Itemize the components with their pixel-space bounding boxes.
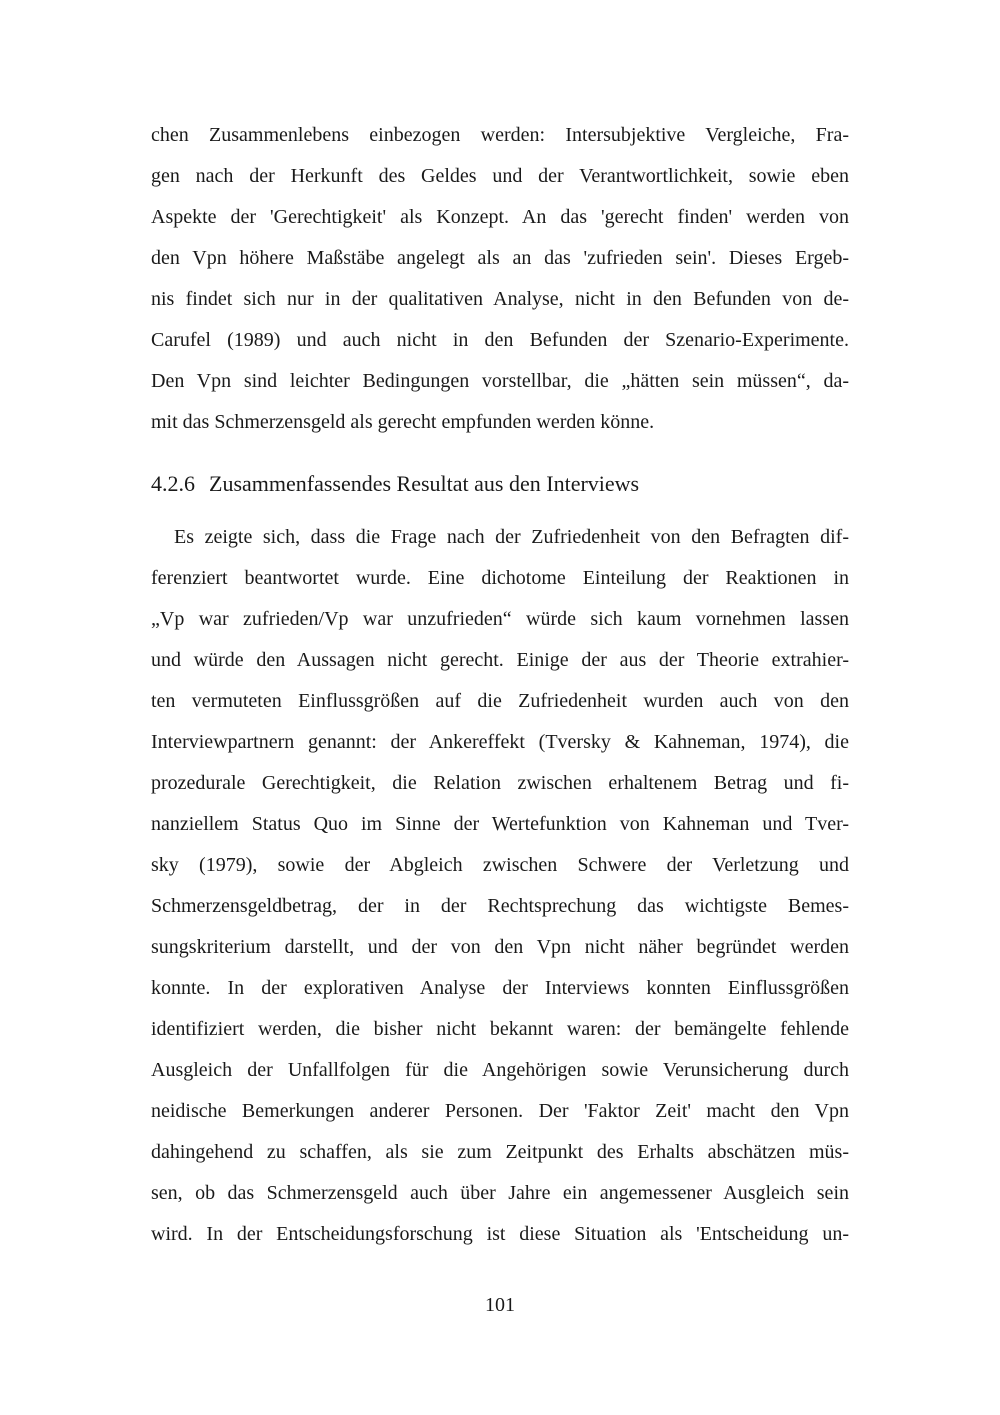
- page-number: 101: [485, 1294, 515, 1316]
- text-line: mit das Schmerzensgeld als gerecht empfunden werden könne.: [151, 411, 655, 433]
- text-line: sen, ob das Schmerzensgeld auch über Jahre ein angemessener Ausgleich sein: [151, 1182, 849, 1204]
- text-line: sungskriterium darstellt, und der von den Vpn nicht näher begründet werden: [151, 936, 849, 958]
- text-line: konnte. In der explorativen Analyse der Interviews konnten Einflussgrößen: [151, 977, 849, 999]
- text-line: sky (1979), sowie der Abgleich zwischen Schwere der Verletzung und: [151, 854, 849, 876]
- text-line: Aspekte der 'Gerechtigkeit' als Konzept. An das 'gerecht finden' werden von: [151, 206, 849, 228]
- text-line: Interviewpartnern genannt: der Ankereffekt (Tversky & Kahneman, 1974), die: [151, 731, 849, 753]
- text-line: Schmerzensgeldbetrag, der in der Rechtsprechung das wichtigste Bemes-: [151, 895, 849, 917]
- text-line: nis findet sich nur in der qualitativen Analyse, nicht in den Befunden von de-: [151, 288, 849, 310]
- section-number: 4.2.6: [151, 471, 195, 496]
- text-line: ferenziert beantwortet wurde. Eine dichotome Einteilung der Reaktionen in: [151, 567, 849, 589]
- text-line: identifiziert werden, die bisher nicht bekannt waren: der bemängelte fehlende: [151, 1018, 849, 1040]
- text-line: Den Vpn sind leichter Bedingungen vorstellbar, die „hätten sein müssen“, da-: [151, 370, 849, 392]
- text-line: „Vp war zufrieden/Vp war unzufrieden“ würde sich kaum vornehmen lassen: [151, 608, 849, 630]
- text-line: den Vpn höhere Maßstäbe angelegt als an das 'zufrieden sein'. Dieses Ergeb-: [151, 247, 849, 269]
- text-line: chen Zusammenlebens einbezogen werden: Intersubjektive Vergleiche, Fra-: [151, 124, 849, 146]
- text-line: ten vermuteten Einflussgrößen auf die Zufriedenheit wurden auch von den: [151, 690, 849, 712]
- text-line: gen nach der Herkunft des Geldes und der Verantwortlichkeit, sowie eben: [151, 165, 849, 187]
- text-line: Ausgleich der Unfallfolgen für die Angehörigen sowie Verunsicherung durch: [151, 1059, 849, 1081]
- text-line: prozedurale Gerechtigkeit, die Relation zwischen erhaltenem Betrag und fi-: [151, 772, 849, 794]
- text-line: Carufel (1989) und auch nicht in den Befunden der Szenario-Experimente.: [151, 329, 849, 351]
- text-line: und würde den Aussagen nicht gerecht. Einige der aus der Theorie extrahier-: [151, 649, 849, 671]
- section-title: Zusammenfassendes Resultat aus den Interviews: [209, 471, 640, 496]
- text-line: nanziellem Status Quo im Sinne der Wertefunktion von Kahneman und Tver-: [151, 813, 849, 835]
- text-line: wird. In der Entscheidungsforschung ist diese Situation als 'Entscheidung un-: [151, 1223, 849, 1245]
- section-heading: [151, 463, 849, 504]
- text-line: dahingehend zu schaffen, als sie zum Zeitpunkt des Erhalts abschätzen müs-: [151, 1141, 849, 1163]
- text-line: Es zeigte sich, dass die Frage nach der Zufriedenheit von den Befragten dif-: [174, 526, 849, 548]
- text-line: neidische Bemerkungen anderer Personen. Der 'Faktor Zeit' macht den Vpn: [151, 1100, 849, 1122]
